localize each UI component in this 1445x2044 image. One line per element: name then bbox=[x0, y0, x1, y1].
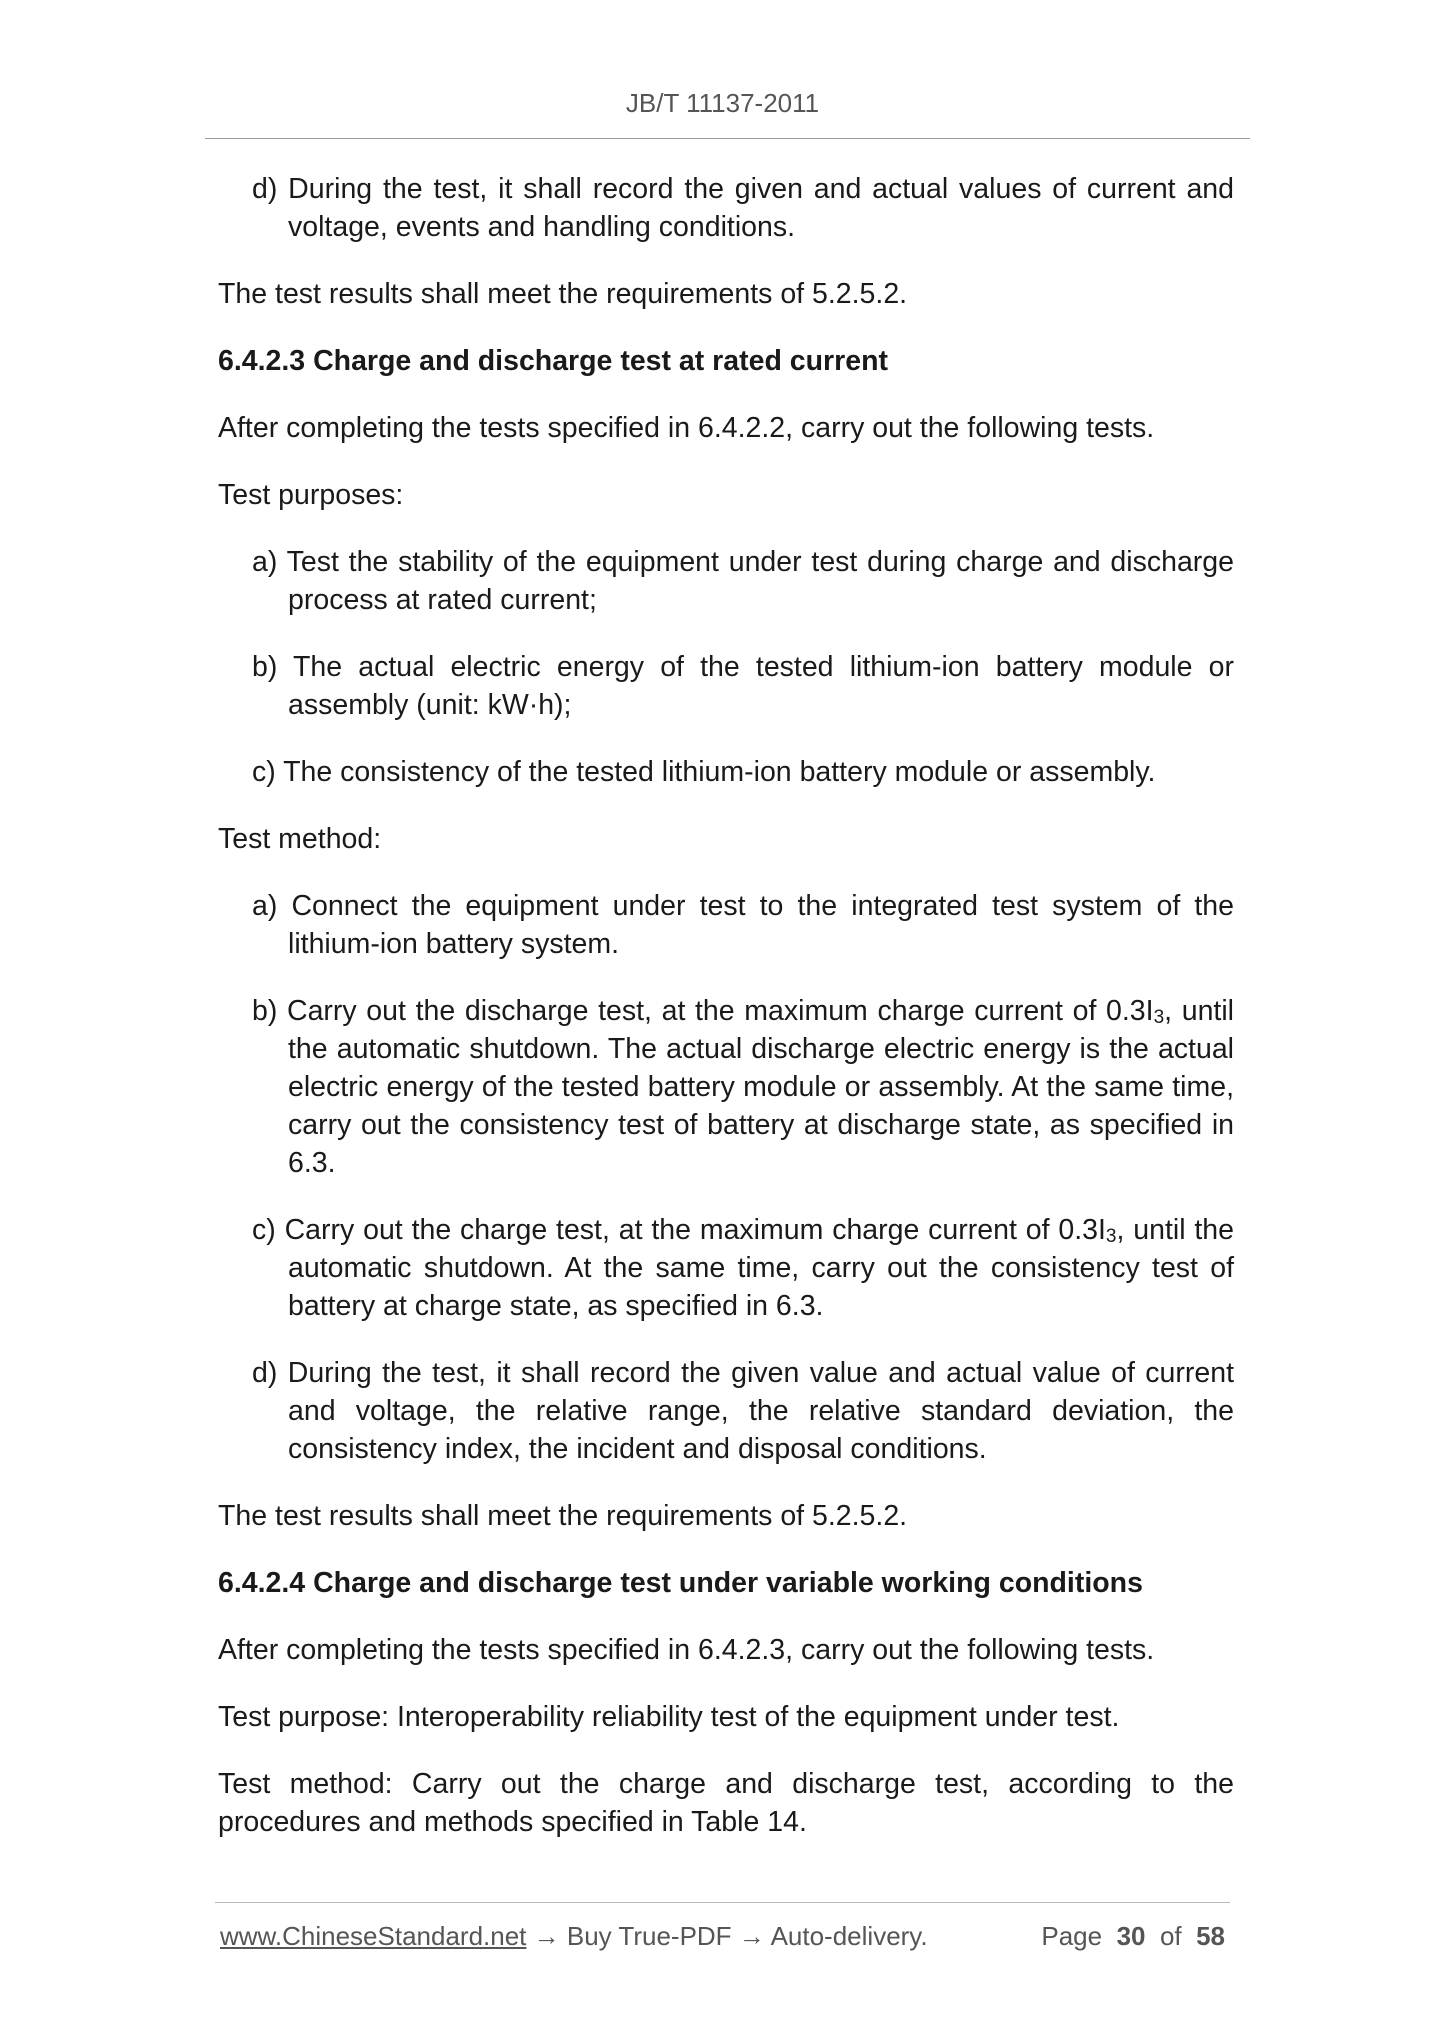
method-item-b bbox=[252, 992, 1234, 1182]
method-c-text-end: , until the automatic shutdown. At the same time, carry out the consistency test of battery at charge state, as specified in 6.3. bbox=[288, 1214, 1235, 1322]
purpose-item-c: c) The consistency of the tested lithium-ion battery module or assembly. bbox=[252, 756, 1156, 788]
current-page-number: 30 bbox=[1116, 1921, 1146, 1951]
result-statement: The test results shall meet the requirements of 5.2.5.2. bbox=[218, 278, 908, 310]
header-divider bbox=[205, 138, 1250, 139]
footer-promo bbox=[220, 1921, 928, 1952]
method-c-text-start: c) Carry out the charge test, at the maximum charge current of 0.3I bbox=[252, 1214, 1106, 1246]
total-pages-number: 58 bbox=[1196, 1921, 1225, 1951]
method-item-a: a) Connect the equipment under test to the integrated test system of the lithium-ion battery system. bbox=[252, 890, 1234, 960]
list-item-d-previous: d) During the test, it shall record the given and actual values of current and voltage, events and handling conditions. bbox=[252, 173, 1234, 243]
footer-divider bbox=[215, 1902, 1230, 1903]
of-label: of bbox=[1159, 1921, 1182, 1951]
section-heading-6-4-2-3: 6.4.2.3 Charge and discharge test at rated current bbox=[218, 345, 888, 377]
footer-promo-text: → Buy True-PDF → Auto-delivery. bbox=[526, 1921, 928, 1951]
method-item-c bbox=[252, 1211, 1234, 1325]
purpose-item-a: a) Test the stability of the equipment under test during charge and discharge process at rated current; bbox=[252, 546, 1234, 616]
document-id-header: JB/T 11137-2011 bbox=[625, 88, 820, 118]
test-purpose: Test purpose: Interoperability reliability test of the equipment under test. bbox=[218, 1701, 1120, 1733]
website-link[interactable]: www.ChineseStandard.net bbox=[220, 1921, 527, 1951]
result-statement: The test results shall meet the requirements of 5.2.5.2. bbox=[218, 1500, 908, 1532]
method-b-text-start: b) Carry out the discharge test, at the maximum charge current of 0.3I bbox=[252, 995, 1154, 1027]
page-body bbox=[218, 170, 1234, 1870]
method-label: Test method: bbox=[218, 823, 382, 855]
page-label: Page bbox=[1041, 1921, 1103, 1951]
method-b-text-end: , until the automatic shutdown. The actual discharge electric energy is the actual electric energy of the tested battery module or assembly. At the same time, carry out the consistency test of battery at discharge state, as specified in 6.3. bbox=[288, 995, 1234, 1179]
purposes-label: Test purposes: bbox=[218, 479, 404, 511]
section-intro: After completing the tests specified in 6.4.2.3, carry out the following tests. bbox=[218, 1634, 1155, 1666]
current-subscript: 3 bbox=[1153, 1007, 1165, 1028]
page-counter bbox=[1041, 1921, 1225, 1952]
section-intro: After completing the tests specified in 6.4.2.2, carry out the following tests. bbox=[218, 412, 1155, 444]
method-item-d: d) During the test, it shall record the given value and actual value of current and voltage, the relative range, the relative standard deviation, the consistency index, the incident and disposal conditions. bbox=[252, 1357, 1234, 1465]
current-subscript: 3 bbox=[1105, 1226, 1117, 1247]
test-method: Test method: Carry out the charge and discharge test, according to the procedures and methods specified in Table 14. bbox=[218, 1768, 1234, 1838]
purpose-item-b: b) The actual electric energy of the tested lithium-ion battery module or assembly (unit: kW·h); bbox=[252, 651, 1234, 721]
section-heading-6-4-2-4: 6.4.2.4 Charge and discharge test under variable working conditions bbox=[218, 1567, 1143, 1599]
